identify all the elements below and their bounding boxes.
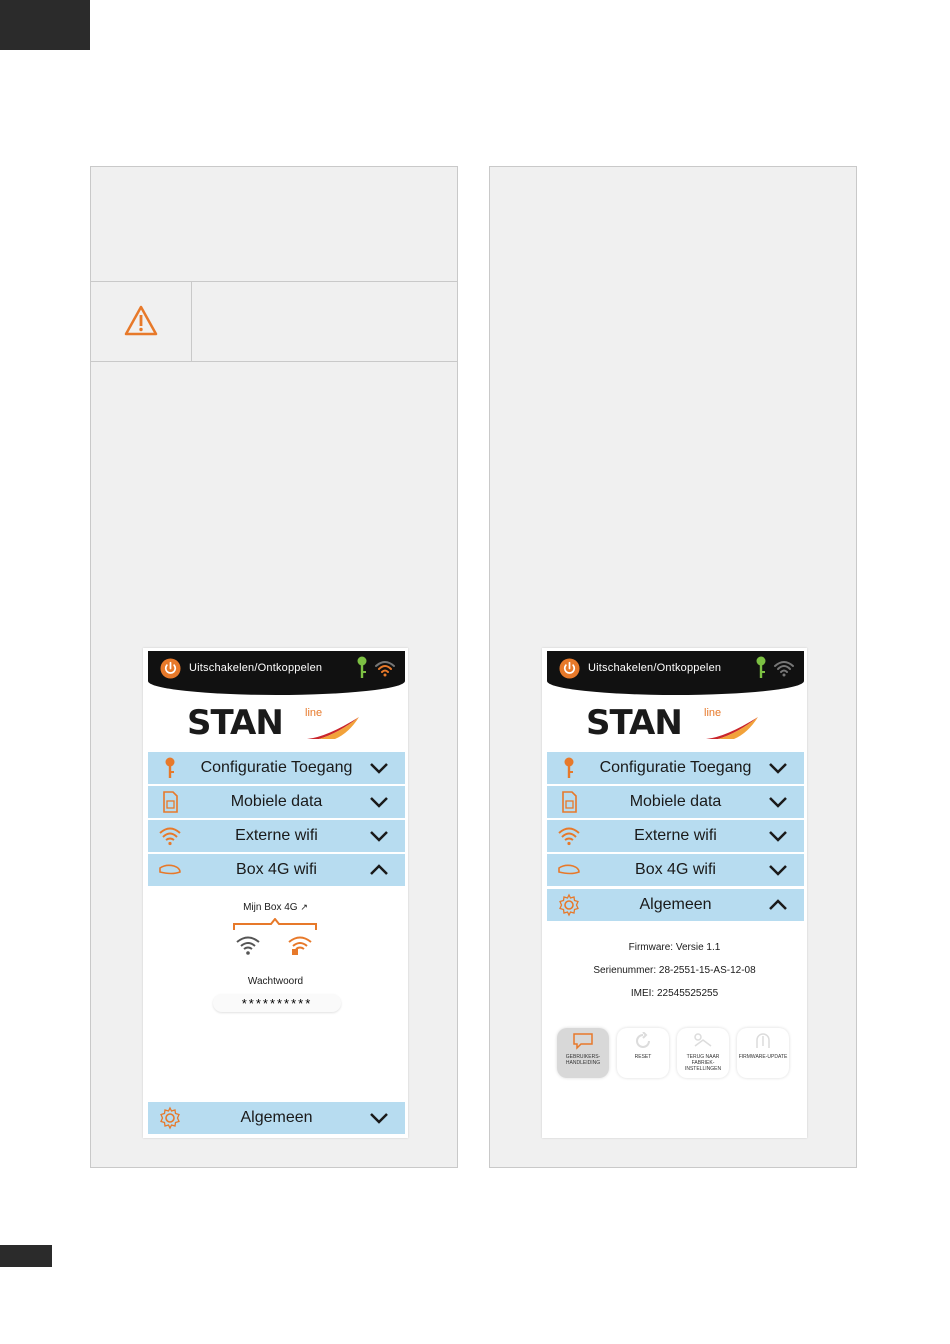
corner-tab-bottom [0, 1245, 52, 1267]
gear-icon [158, 1106, 182, 1130]
menu-row-external-wifi[interactable] [547, 820, 804, 852]
menu-row-config[interactable] [547, 752, 804, 784]
wifi-signal-icon [773, 659, 795, 677]
menu-label-box-wifi: Box 4G wifi [635, 861, 716, 878]
disconnect-label[interactable]: Uitschakelen/Ontkoppelen [189, 662, 323, 674]
menu-label-config: Configuratie Toegang [200, 759, 353, 776]
action-buttons [557, 1028, 797, 1080]
logo-brand: STAN [586, 703, 682, 743]
status-bar [547, 651, 804, 695]
reset-label: RESET [634, 1054, 652, 1060]
panel-header [91, 167, 457, 282]
key-icon [356, 656, 368, 680]
status-bar [148, 651, 405, 695]
wifi-icon [158, 824, 182, 848]
power-icon[interactable] [559, 658, 580, 679]
chevron-up-icon[interactable] [369, 862, 389, 878]
network-name-row [143, 902, 408, 913]
disconnect-label[interactable]: Uitschakelen/Ontkoppelen [588, 662, 722, 674]
menu-row-box-wifi[interactable] [547, 854, 804, 886]
menu-label-mobile: Mobiele data [629, 793, 722, 810]
firmware-update-button[interactable] [737, 1028, 789, 1078]
manual-icon [571, 1032, 595, 1050]
firmware-text: Firmware: Versie 1.1 [628, 942, 721, 953]
chevron-down-icon[interactable] [369, 1110, 389, 1126]
menu-row-general[interactable] [547, 889, 804, 921]
left-panel [90, 166, 458, 1168]
factory-reset-button[interactable] [677, 1028, 729, 1078]
chevron-down-icon[interactable] [369, 828, 389, 844]
chevron-down-icon[interactable] [768, 760, 788, 776]
phone-screen-box-wifi [143, 648, 408, 1138]
logo-sub: line [704, 707, 722, 719]
menu-label-external-wifi: Externe wifi [235, 827, 318, 844]
serial-text: Serienummer: 28-2551-15-AS-12-08 [593, 965, 756, 976]
menu-label-general: Algemeen [639, 896, 712, 913]
edit-icon[interactable]: ↗ [300, 902, 308, 912]
wifi-box-icon[interactable] [287, 934, 313, 956]
right-panel [489, 166, 857, 1168]
key-icon [557, 756, 581, 780]
chevron-down-icon[interactable] [369, 760, 389, 776]
factory-reset-label: TERUG NAAR FABRIEK-INSTELLINGEN [684, 1054, 722, 1072]
menu-row-general[interactable] [148, 1102, 405, 1134]
password-field[interactable]: ********** [213, 994, 341, 1012]
logo-brand: STAN [187, 703, 283, 743]
factory-reset-icon [691, 1032, 715, 1050]
logo-sub: line [305, 707, 323, 719]
corner-tab-top [0, 0, 90, 50]
password-label: Wachtwoord [247, 976, 304, 987]
menu-label-config: Configuratie Toegang [599, 759, 752, 776]
stan-logo [586, 703, 766, 743]
menu-row-config[interactable] [148, 752, 405, 784]
menu-row-box-wifi[interactable] [148, 854, 405, 886]
menu-label-box-wifi: Box 4G wifi [236, 861, 317, 878]
logo-swoosh [305, 715, 361, 741]
wifi-off-icon[interactable] [235, 934, 261, 956]
firmware-update-label: FIRMWARE-UPDATE [738, 1054, 788, 1060]
firmware-update-icon [751, 1032, 775, 1050]
stan-logo [187, 703, 367, 743]
reset-icon [631, 1032, 655, 1050]
box-device-icon [158, 858, 182, 882]
menu-label-external-wifi: Externe wifi [634, 827, 717, 844]
phone-screen-general [542, 648, 807, 1138]
network-name: Mijn Box 4G [243, 902, 298, 913]
sim-card-icon [158, 790, 182, 814]
manual-label: GEBRUIKERS-HANDLEIDING [565, 1054, 601, 1066]
wifi-signal-icon [374, 659, 396, 677]
key-icon [158, 756, 182, 780]
warning-row [91, 281, 457, 362]
chevron-down-icon[interactable] [768, 862, 788, 878]
menu-label-mobile: Mobiele data [230, 793, 323, 810]
imei-text: IMEI: 22545525255 [630, 988, 719, 999]
warning-cell [91, 281, 192, 361]
chevron-up-icon[interactable] [768, 897, 788, 913]
sim-card-icon [557, 790, 581, 814]
warning-icon [123, 304, 159, 338]
chevron-down-icon[interactable] [369, 794, 389, 810]
box-device-icon [557, 858, 581, 882]
key-icon [755, 656, 767, 680]
menu-row-external-wifi[interactable] [148, 820, 405, 852]
reset-button[interactable] [617, 1028, 669, 1078]
menu-label-general: Algemeen [240, 1109, 313, 1126]
chevron-down-icon[interactable] [768, 794, 788, 810]
logo-swoosh [704, 715, 760, 741]
manual-button[interactable] [557, 1028, 609, 1078]
network-bracket [233, 918, 317, 930]
chevron-down-icon[interactable] [768, 828, 788, 844]
wifi-icon [557, 824, 581, 848]
gear-icon [557, 893, 581, 917]
menu-row-mobile[interactable] [148, 786, 405, 818]
power-icon[interactable] [160, 658, 181, 679]
menu-row-mobile[interactable] [547, 786, 804, 818]
